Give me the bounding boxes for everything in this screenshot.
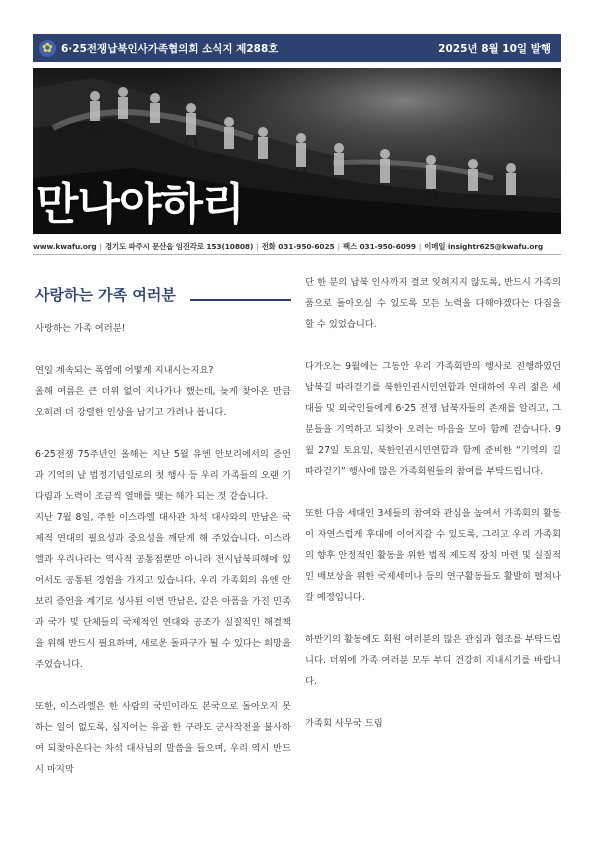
heading-underline <box>190 299 291 301</box>
masthead-title: 만나야하리 <box>36 179 244 230</box>
phone-text: 전화 031-950-6025 <box>261 242 335 251</box>
paragraph: 다가오는 9월에는 그동안 우리 가족회만의 행사로 진행하였던 납북길 따라걷기를 북한인권시민연합과 연대하여 우리 젊은 세대들 및 외국인들에게 6·25 전쟁 납북자들의 존재를 알리고, 그분들을 기억하고 되찾아 오려는 마음을 모아 함께 걷습니다. 9월 27일 토요일, 북한인권시민연합과 함께 준비한 “기억의 길 따라걷기” 행사에 많은 가족회원들의 참여를 부탁드립니다. <box>305 361 561 477</box>
issue-date: 2025년 8월 10일 발행 <box>438 42 551 55</box>
flower-emblem-icon: ✿ <box>39 40 56 57</box>
article-right-column <box>305 272 561 755</box>
paragraph: 하반기의 활동에도 회원 여러분의 많은 관심과 협조를 부탁드립니다. 더위에 가족 여러분 모두 부디 건강히 지내시기를 바랍니다. <box>305 634 561 687</box>
paragraph: 사랑하는 가족 여러분! <box>35 323 126 334</box>
article-left-column <box>35 318 291 801</box>
newsletter-header-bar <box>33 34 561 62</box>
fax-text: 팩스 031-950-6099 <box>342 242 416 251</box>
article-heading: 사랑하는 가족 여러분 <box>35 286 176 304</box>
paragraph: 연일 계속되는 폭염에 어떻게 지내시는지요? 올해 여름은 큰 더위 없이 지나가나 했는데, 늦게 찾아온 만큼 오히려 더 강렬한 인상을 남기고 가려나 봅니다. <box>35 365 291 418</box>
paragraph: 또한, 이스라엘은 한 사람의 국민이라도 본국으로 돌아오지 못하는 일이 없도록, 심지어는 유골 한 구라도 군사작전을 불사하여 되찾아온다는 차석 대사님의 말씀을 들으며, 우리 역시 반드시 마지막 <box>35 701 291 775</box>
website-link[interactable]: www.kwafu.org <box>33 242 97 251</box>
signature-line: 가족회 사무국 드림 <box>305 718 383 729</box>
paragraph: 단 한 분의 납북 인사까지 결코 잊혀지지 않도록, 반드시 가족의 품으로 돌아오실 수 있도록 모든 노력을 다해야겠다는 다짐을 할 수 있었습니다. <box>305 277 561 330</box>
paragraph: 6·25전쟁 75주년인 올해는 지난 5월 유엔 안보리에서의 증언과 기억의 날 법정기념일로의 첫 행사 등 우리 가족들의 오랜 기다림과 노력이 조금씩 열매를 맺는 해가 되는 것 같습니다. <box>35 449 291 502</box>
header-divider <box>33 254 561 255</box>
paragraph: 지난 7월 8일, 주한 이스라엘 대사관 차석 대사와의 만남은 국제적 연대의 필요성과 중요성을 깨닫게 해 주었습니다. 이스라엘과 우리나라는 역사적 공통점뿐만 아니라 전시납북피해에 있어서도 공통된 경험을 가지고 있습니다. 우리 가족회의 유엔 안보리 증언을 계기로 성사된 이번 만남은, 같은 아픔을 가진 민족과 국가 및 단체들의 국제적인 연대와 공조가 실질적인 해결책을 위해 반드시 필요하며, 새로운 돌파구가 될 수 있다는 희망을 주었습니다. <box>35 512 291 670</box>
org-issue-title: 6·25전쟁납북인사가족협의회 소식지 제288호 <box>61 42 279 55</box>
contact-info-line: www.kwafu.org | 경기도 파주시 문산읍 임진각로 153(10808) | 전화 031-950-6025 | 팩스 031-950-6099 | 이메일 insightr625@kwafu.org <box>33 242 544 251</box>
address-text: 경기도 파주시 문산읍 임진각로 153(10808) <box>104 242 254 251</box>
paragraph: 또한 다음 세대인 3세들의 참여와 관심을 높여서 가족회의 활동이 자연스럽게 후대에 이어지갈 수 있도록, 그리고 우리 가족회의 향후 안정적인 활동을 위한 법적 제도적 장치 마련 및 실질적인 배보상을 위한 국제세미나 등의 연구활동들도 활발히 펼쳐나갈 예정입니다. <box>305 508 561 603</box>
email-text: 이메일 insightr625@kwafu.org <box>424 242 544 251</box>
